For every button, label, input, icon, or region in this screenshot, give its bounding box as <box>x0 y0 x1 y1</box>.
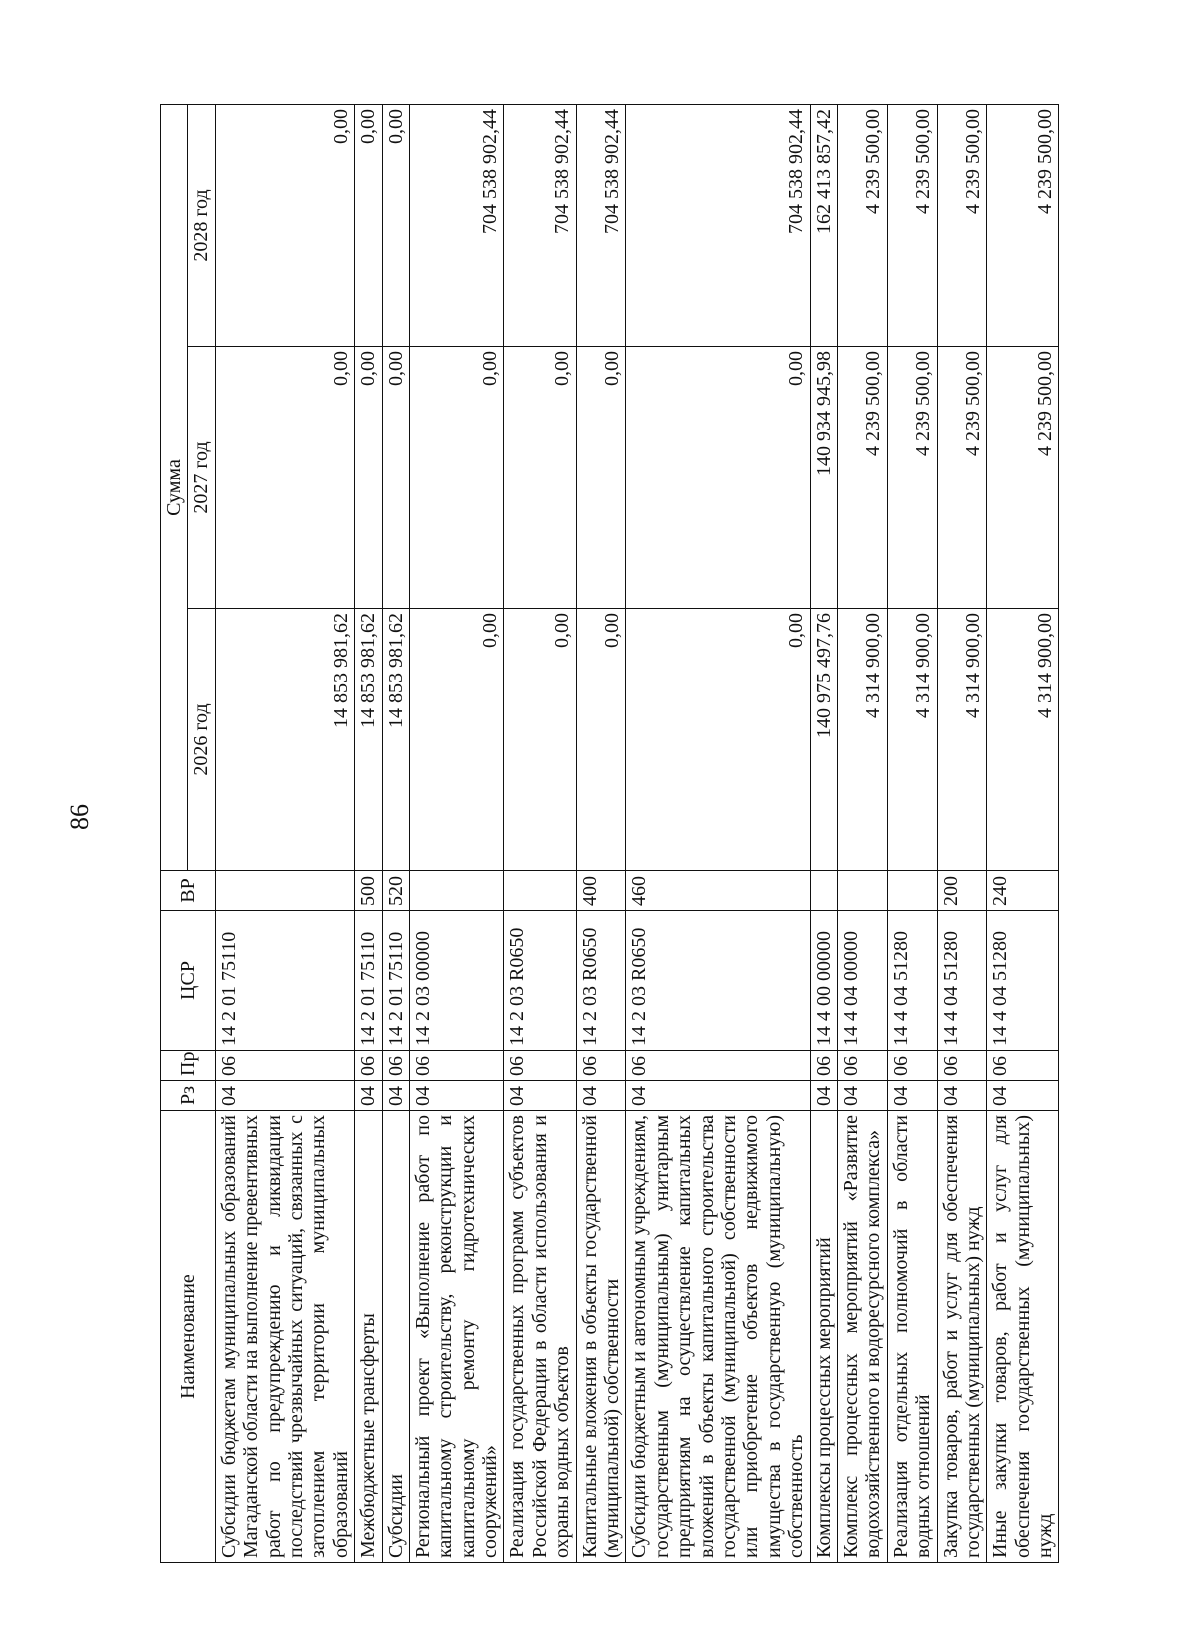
row-amount-2028: 162 413 857,42 <box>810 104 837 346</box>
row-amount-2027: 0,00 <box>626 347 810 609</box>
row-vr: 520 <box>382 871 409 911</box>
row-amount-2028: 4 239 500,00 <box>937 104 987 346</box>
page-number: 86 <box>65 804 94 830</box>
row-csr: 14 4 00 00000 <box>810 911 837 1051</box>
row-csr: 14 2 01 75110 <box>382 911 409 1051</box>
row-amount-2026: 14 853 981,62 <box>355 609 382 871</box>
header-rz: Рз <box>161 1081 216 1111</box>
row-vr <box>810 871 837 911</box>
row-amount-2026: 0,00 <box>409 609 504 871</box>
row-name: Межбюджетные трансферты <box>355 1111 382 1563</box>
row-rz: 04 <box>887 1081 937 1111</box>
row-csr: 14 2 01 75110 <box>215 911 354 1051</box>
row-csr: 14 2 03 R0650 <box>576 911 626 1051</box>
row-amount-2027: 4 239 500,00 <box>887 347 937 609</box>
row-name: Субсидии бюджетам муниципальных образований Магаданской области на выполнение превентивных работ по предупреждению и ликвидации последствий чрезвычайных ситуаций, связанных с затоплением территории муниципальных образований <box>215 1111 354 1563</box>
row-vr: 400 <box>576 871 626 911</box>
row-name: Закупка товаров, работ и услуг для обеспечения государственных (муниципальных) нужд <box>937 1111 987 1563</box>
row-name: Реализация отдельных полномочий в области водных отношений <box>887 1111 937 1563</box>
row-amount-2026: 140 975 497,76 <box>810 609 837 871</box>
row-amount-2026: 14 853 981,62 <box>382 609 409 871</box>
row-amount-2028: 704 538 902,44 <box>576 104 626 346</box>
row-amount-2027: 0,00 <box>409 347 504 609</box>
row-amount-2026: 4 314 900,00 <box>837 609 887 871</box>
row-pr: 06 <box>504 1051 576 1081</box>
header-pr: Пр <box>161 1051 216 1081</box>
budget-table <box>160 104 1059 1563</box>
row-amount-2026: 4 314 900,00 <box>987 609 1059 871</box>
header-name: Наименование <box>161 1111 216 1563</box>
table-row <box>576 104 626 1562</box>
row-amount-2027: 0,00 <box>382 347 409 609</box>
row-pr: 06 <box>987 1051 1059 1081</box>
row-pr: 06 <box>887 1051 937 1081</box>
row-vr <box>409 871 504 911</box>
row-name: Капитальные вложения в объекты государственной (муниципальной) собственности <box>576 1111 626 1563</box>
row-rz: 04 <box>837 1081 887 1111</box>
row-amount-2027: 4 239 500,00 <box>837 347 887 609</box>
row-vr: 200 <box>937 871 987 911</box>
row-name: Иные закупки товаров, работ и услуг для обеспечения государственных (муниципальных) нужд <box>987 1111 1059 1563</box>
row-pr: 06 <box>937 1051 987 1081</box>
row-rz: 04 <box>810 1081 837 1111</box>
row-amount-2027: 0,00 <box>576 347 626 609</box>
row-csr: 14 4 04 51280 <box>887 911 937 1051</box>
header-2028: 2028 год <box>188 104 215 346</box>
header-sum: Сумма <box>161 104 188 870</box>
header-2027: 2027 год <box>188 347 215 609</box>
row-vr <box>504 871 576 911</box>
row-pr: 06 <box>215 1051 354 1081</box>
row-vr: 240 <box>987 871 1059 911</box>
row-name: Субсидии <box>382 1111 409 1563</box>
row-name: Региональный проект «Выполнение работ по капитальному строительству, реконструкции и капитальному ремонту гидротехнических сооружений» <box>409 1111 504 1563</box>
row-amount-2028: 704 538 902,44 <box>504 104 576 346</box>
row-rz: 04 <box>937 1081 987 1111</box>
row-amount-2027: 140 934 945,98 <box>810 347 837 609</box>
row-amount-2026: 0,00 <box>626 609 810 871</box>
table-row <box>810 104 837 1562</box>
row-name: Комплексы процессных мероприятий <box>810 1111 837 1563</box>
rotated-page-content <box>160 105 1057 1563</box>
row-rz: 04 <box>382 1081 409 1111</box>
row-pr: 06 <box>355 1051 382 1081</box>
row-vr <box>837 871 887 911</box>
row-vr: 460 <box>626 871 810 911</box>
row-amount-2026: 0,00 <box>504 609 576 871</box>
row-amount-2027: 0,00 <box>355 347 382 609</box>
row-rz: 04 <box>987 1081 1059 1111</box>
row-pr: 06 <box>382 1051 409 1081</box>
row-rz: 04 <box>504 1081 576 1111</box>
table-row <box>837 104 887 1562</box>
row-csr: 14 4 04 51280 <box>937 911 987 1051</box>
row-rz: 04 <box>355 1081 382 1111</box>
header-row-1 <box>161 104 188 1562</box>
row-amount-2027: 0,00 <box>215 347 354 609</box>
row-csr: 14 4 04 51280 <box>987 911 1059 1051</box>
row-amount-2028: 704 538 902,44 <box>409 104 504 346</box>
row-csr: 14 2 03 00000 <box>409 911 504 1051</box>
table-row <box>504 104 576 1562</box>
row-amount-2028: 4 239 500,00 <box>887 104 937 346</box>
row-rz: 04 <box>576 1081 626 1111</box>
row-amount-2026: 0,00 <box>576 609 626 871</box>
row-amount-2027: 0,00 <box>504 347 576 609</box>
row-pr: 06 <box>837 1051 887 1081</box>
row-vr <box>887 871 937 911</box>
row-csr: 14 4 04 00000 <box>837 911 887 1051</box>
row-vr <box>215 871 354 911</box>
row-name: Субсидии бюджетным и автономным учреждениям, государственным (муниципальным) унитарным предприятиям на осуществление капитальных вложений в объекты капитального строительства государственной (муниципальной) собственности или приобретение объектов недвижимого имущества в государственную (муниципальную) собственность <box>626 1111 810 1563</box>
row-amount-2028: 0,00 <box>355 104 382 346</box>
table-row <box>987 104 1059 1562</box>
row-name: Комплекс процессных мероприятий «Развитие водохозяйственного и водоресурсного комплекса» <box>837 1111 887 1563</box>
row-amount-2026: 4 314 900,00 <box>937 609 987 871</box>
table-row <box>409 104 504 1562</box>
row-amount-2027: 4 239 500,00 <box>987 347 1059 609</box>
row-vr: 500 <box>355 871 382 911</box>
table-row <box>937 104 987 1562</box>
header-vr: ВР <box>161 871 216 911</box>
header-csr: ЦСР <box>161 911 216 1051</box>
row-amount-2028: 704 538 902,44 <box>626 104 810 346</box>
row-csr: 14 2 03 R0650 <box>626 911 810 1051</box>
header-2026: 2026 год <box>188 609 215 871</box>
table-row <box>215 104 354 1562</box>
table-row <box>382 104 409 1562</box>
row-rz: 04 <box>626 1081 810 1111</box>
row-amount-2028: 4 239 500,00 <box>837 104 887 346</box>
row-name: Реализация государственных программ субъектов Российской Федерации в области использования и охраны водных объектов <box>504 1111 576 1563</box>
table-body <box>215 104 1059 1562</box>
row-pr: 06 <box>576 1051 626 1081</box>
row-pr: 06 <box>810 1051 837 1081</box>
row-amount-2027: 4 239 500,00 <box>937 347 987 609</box>
row-amount-2028: 0,00 <box>215 104 354 346</box>
row-rz: 04 <box>409 1081 504 1111</box>
row-csr: 14 2 01 75110 <box>355 911 382 1051</box>
row-amount-2028: 0,00 <box>382 104 409 346</box>
row-rz: 04 <box>215 1081 354 1111</box>
row-amount-2028: 4 239 500,00 <box>987 104 1059 346</box>
row-pr: 06 <box>409 1051 504 1081</box>
table-row <box>355 104 382 1562</box>
row-csr: 14 2 03 R0650 <box>504 911 576 1051</box>
row-amount-2026: 14 853 981,62 <box>215 609 354 871</box>
row-amount-2026: 4 314 900,00 <box>887 609 937 871</box>
table-row <box>626 104 810 1562</box>
row-pr: 06 <box>626 1051 810 1081</box>
table-row <box>887 104 937 1562</box>
